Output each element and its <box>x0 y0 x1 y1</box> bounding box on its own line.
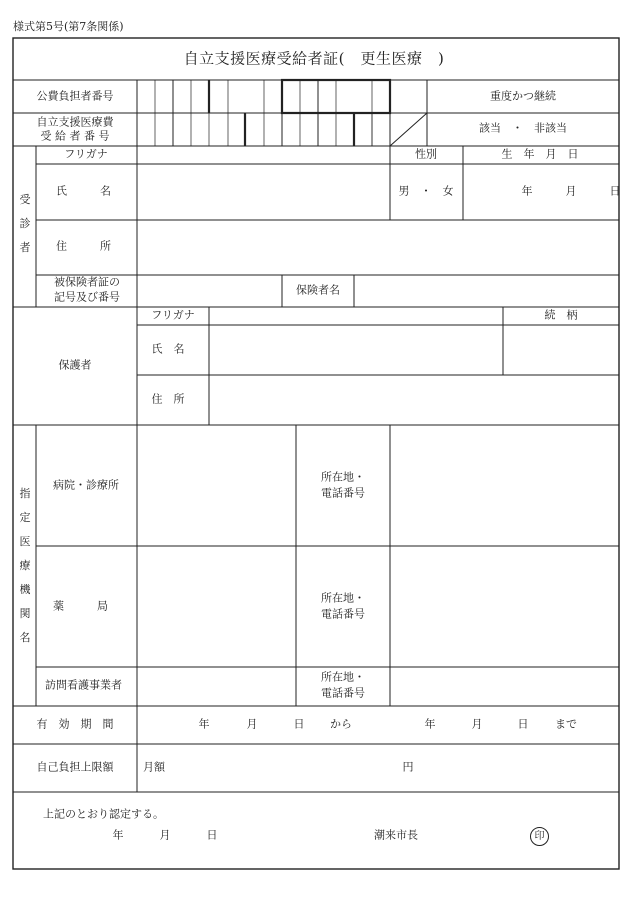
validity-to-month: 月 <box>471 717 483 731</box>
guardian-address-label: 住 所 <box>151 392 185 406</box>
recipient-label-1: 自立支援医療費 <box>36 115 114 129</box>
validity-to: まで <box>555 717 577 731</box>
sex-options: 男 ・ 女 <box>398 184 454 198</box>
guardian-name-label: 氏 名 <box>151 342 185 356</box>
public-payer-label: 公費負担者番号 <box>36 89 114 103</box>
nursing-label: 訪問看護事業者 <box>45 678 122 692</box>
hospital-label: 病院・診療所 <box>53 478 119 492</box>
patient-furigana-label: フリガナ <box>64 147 108 161</box>
yen-label: 円 <box>402 760 414 774</box>
limit-label: 自己負担上限額 <box>36 760 114 774</box>
seal-mark: 印 <box>530 827 549 846</box>
nursing-location-label-2: 電話番号 <box>321 686 365 700</box>
patient-section-label: 受 診 者 <box>19 193 31 254</box>
validity-to-year: 年 <box>424 717 436 731</box>
applicable-label: 該当 ・ 非該当 <box>479 121 567 135</box>
birthdate-value: 年 月 日 <box>521 184 621 198</box>
nursing-location-label-1: 所在地・ <box>321 670 365 684</box>
certify-day: 日 <box>206 828 218 842</box>
mayor-label: 潮来市長 <box>374 828 418 842</box>
certify-month: 月 <box>159 828 171 842</box>
pharmacy-location-label-2: 電話番号 <box>321 607 365 621</box>
pharmacy-label: 薬 局 <box>53 599 108 613</box>
certify-year: 年 <box>112 828 124 842</box>
monthly-label: 月額 <box>143 760 165 774</box>
guardian-furigana-label: フリガナ <box>151 308 195 322</box>
birthdate-label: 生 年 月 日 <box>501 147 579 161</box>
continuation-label: 重度かつ継続 <box>490 89 556 103</box>
validity-from-month: 月 <box>246 717 258 731</box>
relation-label: 続 柄 <box>544 308 578 322</box>
validity-from-year: 年 <box>198 717 210 731</box>
page-title: 自立支援医療受給者証( 更生医療 ) <box>183 49 445 68</box>
patient-address-label: 住 所 <box>56 239 111 253</box>
insurance-no-label-2: 記号及び番号 <box>54 290 120 304</box>
patient-name-label: 氏 名 <box>56 184 111 198</box>
validity-to-day: 日 <box>517 717 529 731</box>
insurer-name-label: 保険者名 <box>296 283 340 297</box>
hospital-location-label-1: 所在地・ <box>321 470 365 484</box>
validity-label: 有 効 期 間 <box>36 717 114 731</box>
validity-from-day: 日 <box>293 717 305 731</box>
pharmacy-location-label-1: 所在地・ <box>321 591 365 605</box>
institution-section-label: 指 定 医 療 機 関 名 <box>19 487 31 644</box>
guardian-section-label: 保護者 <box>58 358 92 372</box>
validity-from: から <box>330 717 352 731</box>
form-number: 様式第5号(第7条関係) <box>13 20 124 33</box>
sex-label: 性別 <box>415 147 437 161</box>
insurance-no-label-1: 被保険者証の <box>54 275 120 289</box>
recipient-label-2: 受 給 者 番 号 <box>40 129 110 143</box>
hospital-location-label-2: 電話番号 <box>321 486 365 500</box>
certification-text: 上記のとおり認定する。 <box>43 807 164 821</box>
